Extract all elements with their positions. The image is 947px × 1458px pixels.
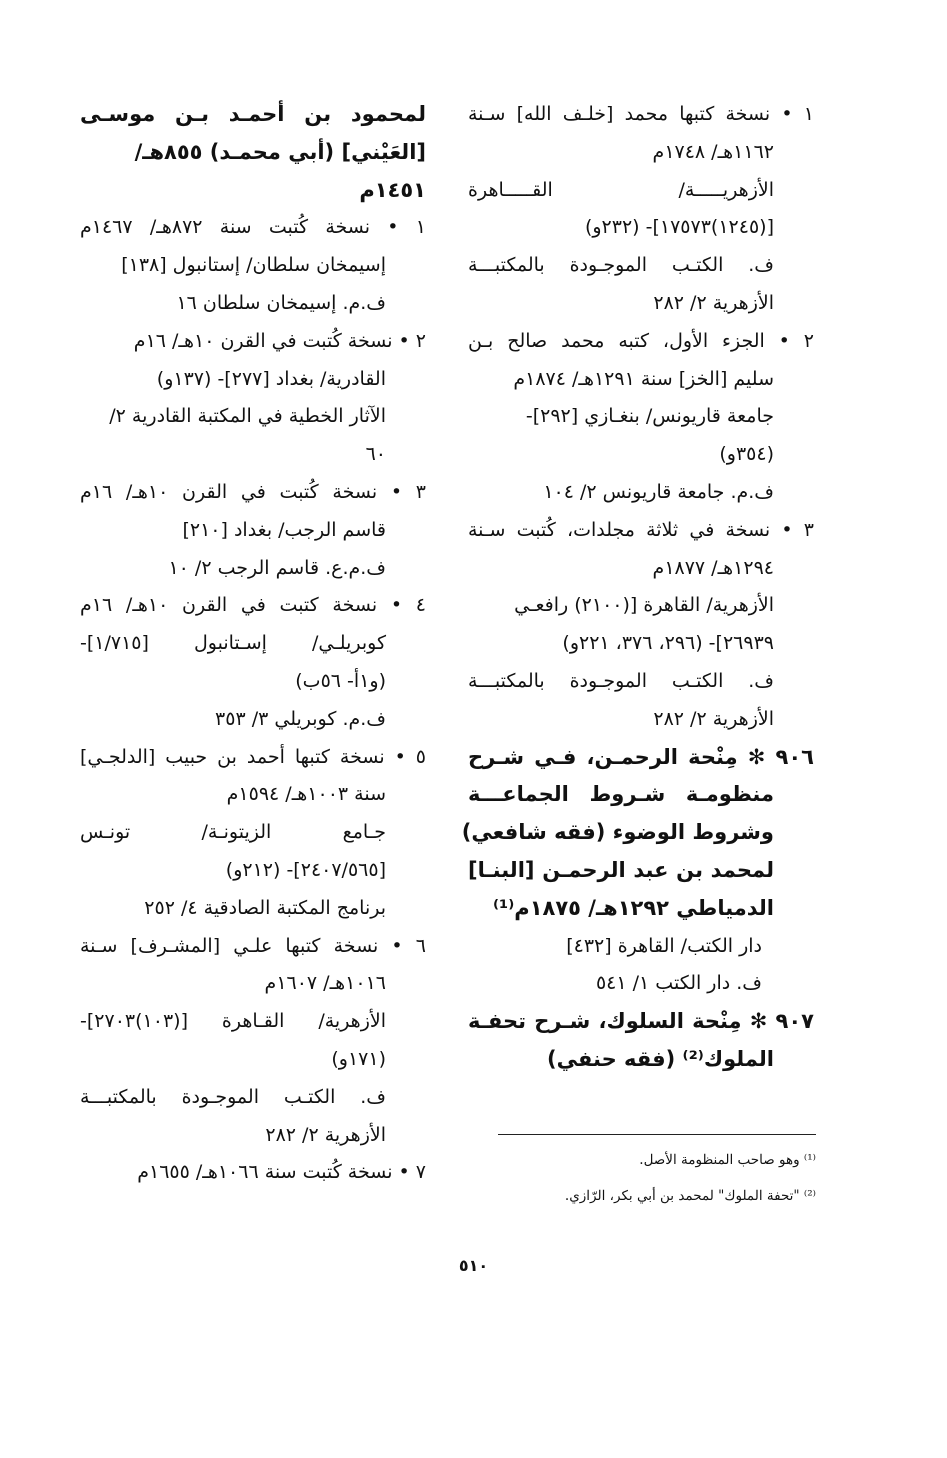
heading-line: الدمياطي ١٢٩٢هـ/ ١٨٧٥م⁽¹⁾ bbox=[492, 895, 774, 920]
entry-line: ف. دار الكتب ١/ ٥٤١ bbox=[595, 972, 762, 995]
heading-line: وشروط الوضوء (فقه شافعي) bbox=[461, 820, 774, 845]
footnote: ⁽¹⁾ وهو صاحب المنظومة الأصل. bbox=[639, 1152, 816, 1168]
entry-line: الأزهريـــــة/ القـــــاهرة bbox=[468, 178, 774, 201]
entry-line: ١٢٩٤هـ/ ١٨٧٧م bbox=[652, 556, 774, 579]
entry-line: ف. الكتـب الموجـودة بالمكتبـــة bbox=[80, 1085, 386, 1108]
entry-line: الأزهرية ٢/ ٢٨٢ bbox=[653, 291, 774, 314]
entry-line: ٦٠ bbox=[365, 443, 386, 466]
heading-line: [العَيْني] (أبي محمـد) ٨٥٥هـ/ bbox=[134, 139, 426, 164]
entry-line: القادرية/ بغداد [٢٧٧]- (١٣٧و) bbox=[156, 367, 386, 390]
left-column bbox=[80, 96, 426, 1192]
heading-line: منظومـة شـروط الجماعـــة bbox=[468, 782, 774, 807]
entry-line: برنامج المكتبة الصادقية ٤/ ٢٥٢ bbox=[144, 896, 386, 919]
entry-line: الآثار الخطية في المكتبة القادرية ٢/ bbox=[109, 405, 386, 428]
entry-line: إسيمخان سلطان/ إستانبول [١٣٨] bbox=[121, 254, 386, 277]
entry-line: ١١٦٢هـ/ ١٧٤٨م bbox=[652, 140, 774, 163]
heading-line: لمحمد بن عبد الرحمـن [البنـا] bbox=[468, 857, 774, 882]
entry-line: ٦ • نسخة كتبها علـي [المشـرف] سـنة bbox=[80, 934, 426, 957]
entry-line: الأزهرية ٢/ ٢٨٢ bbox=[265, 1123, 386, 1146]
entry-line: ٣ • نسخة في ثلاثة مجلدات، كُتبت سـنة bbox=[468, 518, 814, 541]
entry-line: ف.م. كوبريلي ٣/ ٣٥٣ bbox=[215, 707, 386, 730]
entry-line: ف.م. إسيمخان سلطان ١٦ bbox=[176, 291, 386, 314]
entry-line: ف. الكتـب الموجـودة بالمكتبـــة bbox=[468, 669, 774, 692]
entry-line: دار الكتب/ القاهرة [٤٣٢] bbox=[566, 934, 762, 957]
entry-line: (و١أ- ٥٦ب) bbox=[295, 669, 386, 692]
entry-line: ١٠١٦هـ/ ١٦٠٧م bbox=[264, 972, 386, 995]
entry-line: ١ • نسخة كُتبت سنة ٨٧٢هـ/ ١٤٦٧م bbox=[80, 216, 426, 239]
entry-line: قاسم الرجب/ بغداد [٢١٠] bbox=[182, 518, 386, 541]
footnote: ⁽²⁾ "تحفة الملوك" لمحمد بن أبي بكر، الرّازي. bbox=[564, 1188, 816, 1204]
heading-line: ٩٠٦ ✻ مِنْحة الرحمـن، فـي شـرح bbox=[468, 744, 814, 769]
entry-line: ٣ • نسخة كُتبت في القرن ١٠هـ/ ١٦م bbox=[80, 480, 426, 503]
page-number: ٥١٠ bbox=[458, 1256, 489, 1275]
entry-line: جامعة قاريونس/ بنغـازي [٢٩٢]- bbox=[525, 405, 774, 428]
entry-line: كوبريلـي/ إسـتانبول [١/٧١٥]- bbox=[80, 632, 386, 655]
right-column bbox=[461, 96, 814, 1079]
entry-line: ٥ • نسخة كتبها أحمد بن حبيب [الدلجـي] bbox=[80, 745, 426, 768]
entry-line: [(١٢٤٥)١٧٥٧٣]- (٢٣٢و) bbox=[584, 216, 774, 239]
entry-line: ٢ • الجزء الأول، كتبه محمد صالح بـن bbox=[468, 329, 814, 352]
entry-line: ف.م. جامعة قاريونس ٢/ ١٠٤ bbox=[543, 480, 774, 503]
footnote-separator bbox=[498, 1134, 816, 1135]
heading-line: ١٤٥١م bbox=[359, 177, 426, 202]
entry-line: الأزهرية/ القـاهرة [(١٠٣)٢٧٠٣]- bbox=[80, 1010, 386, 1033]
heading-line: الملوك⁽²⁾ (فقه حنفي) bbox=[547, 1046, 774, 1071]
entry-line: ٢ • نسخة كُتبت في القرن ١٠هـ/ ١٦م bbox=[133, 329, 426, 352]
entry-line: الأزهرية/ القاهرة [(٢١٠٠) رافعـي bbox=[514, 594, 774, 617]
entry-line: سنة ١٠٠٣هـ/ ١٥٩٤م bbox=[226, 783, 386, 806]
heading-line: ٩٠٧ ✻ مِنْحة السلوك، شـرح تحفـة bbox=[468, 1009, 814, 1034]
entry-line: [٢٤٠٧/٥٦٥]- (٢١٢و) bbox=[225, 858, 386, 881]
entry-line: ف.م.ع. قاسم الرجب ٢/ ١٠ bbox=[168, 556, 386, 579]
entry-line: ٢٦٩٣٩]- (٢٩٦، ٣٧٦، ٢٢١و) bbox=[562, 632, 774, 655]
entry-line: (٣٥٤و) bbox=[719, 443, 774, 466]
entry-line: ٤ • نسخة كتبت في القرن ١٠هـ/ ١٦م bbox=[80, 594, 426, 617]
entry-line: (١٧١و) bbox=[331, 1047, 386, 1070]
entry-line: جـامع الزيتونـة/ تونـس bbox=[80, 821, 386, 844]
entry-line: الأزهرية ٢/ ٢٨٢ bbox=[653, 707, 774, 730]
entry-line: سليم [الخز] سنة ١٢٩١هـ/ ١٨٧٤م bbox=[513, 367, 774, 390]
entry-line: ١ • نسخة كتبها محمد [خلـف الله] سـنة bbox=[468, 103, 814, 125]
entry-line: ف. الكتـب الموجـودة بالمكتبـــة bbox=[468, 254, 774, 277]
entry-line: ٧ • نسخة كُتبت سنة ١٠٦٦هـ/ ١٦٥٥م bbox=[137, 1161, 426, 1184]
heading-line: لمحمود بن أحمـد بـن موسـى bbox=[80, 102, 426, 126]
